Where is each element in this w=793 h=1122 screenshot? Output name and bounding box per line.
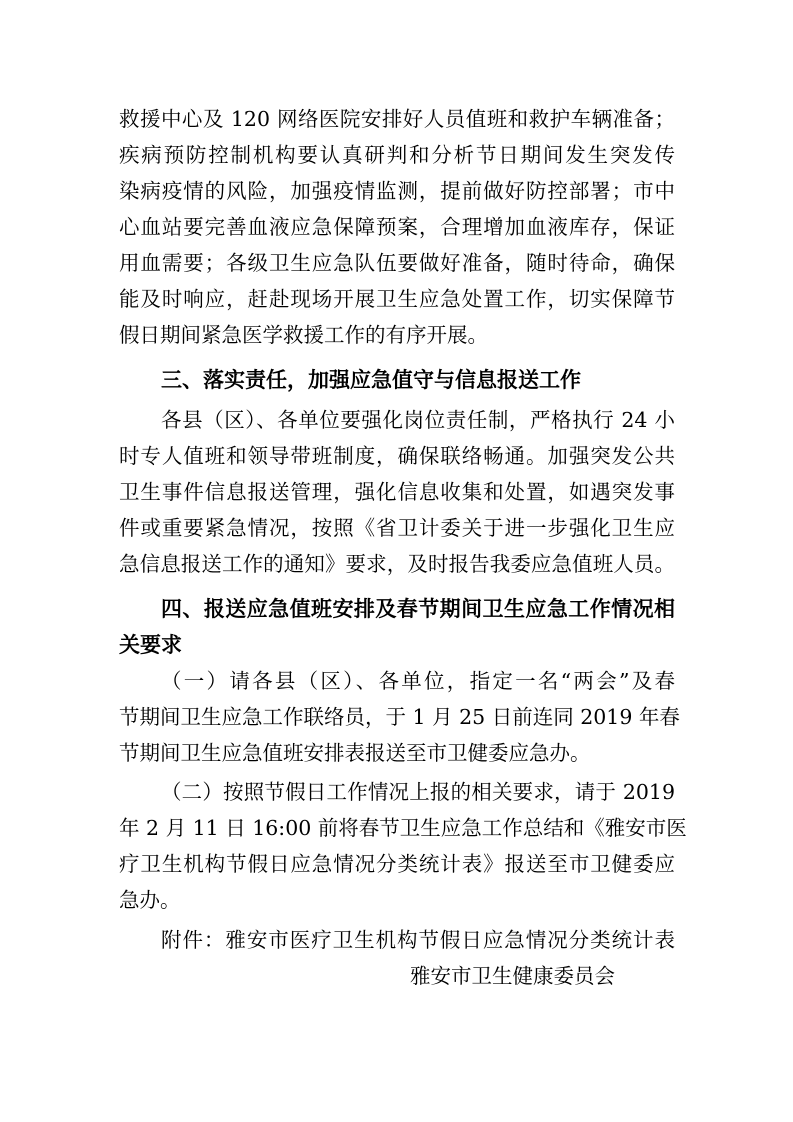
section3-line-1: 各县（区）、各单位要强化岗位责任制，严格执行 24 小 xyxy=(161,408,675,432)
section4-item2-line-4: 急办。 xyxy=(119,888,181,912)
para1-line-2: 疾病预防控制机构要认真研判和分析节日期间发生突发传 xyxy=(119,143,675,167)
section4-item2-line-2: 年 2 月 11 日 16:00 前将春节卫生应急工作总结和《雅安市医 xyxy=(119,816,687,840)
para1-line-3: 染病疫情的风险，加强疫情监测，提前做好防控部署；市中 xyxy=(119,179,675,203)
section4-heading-line-2: 关要求 xyxy=(119,633,182,657)
para1-line-1: 救援中心及 120 网络医院安排好人员值班和救护车辆准备； xyxy=(119,107,675,131)
section4-item1-line-3: 节期间卫生应急值班安排表报送至市卫健委应急办。 xyxy=(119,741,591,765)
para1-line-6: 能及时响应，赶赴现场开展卫生应急处置工作，切实保障节 xyxy=(119,287,675,311)
section3-heading: 三、落实责任，加强应急值守与信息报送工作 xyxy=(161,368,581,392)
attachment-line: 附件：雅安市医疗卫生机构节假日应急情况分类统计表 xyxy=(161,928,675,952)
section4-item2-line-3: 疗卫生机构节假日应急情况分类统计表》报送至市卫健委应 xyxy=(119,852,675,876)
section3-line-2: 时专人值班和领导带班制度，确保联络畅通。加强突发公共 xyxy=(119,444,675,468)
section3-line-4: 件或重要紧急情况，按照《省卫计委关于进一步强化卫生应 xyxy=(119,516,675,540)
section4-item1-line-2: 节期间卫生应急工作联络员，于 1 月 25 日前连同 2019 年春 xyxy=(119,705,680,729)
signature-org: 雅安市卫生健康委员会 xyxy=(410,964,615,988)
para1-line-4: 心血站要完善血液应急保障预案，合理增加血液库存，保证 xyxy=(119,215,675,239)
section4-item2-line-1: （二）按照节假日工作情况上报的相关要求，请于 2019 xyxy=(161,780,675,804)
section4-item1-line-1: （一）请各县（区）、各单位，指定一名“两会”及春 xyxy=(161,669,675,693)
section3-line-3: 卫生事件信息报送管理，强化信息收集和处置，如遇突发事 xyxy=(119,480,675,504)
para1-line-5: 用血需要；各级卫生应急队伍要做好准备，随时待命，确保 xyxy=(119,251,675,275)
section4-heading-line-1: 四、报送应急值班安排及春节期间卫生应急工作情况相 xyxy=(161,597,675,621)
para1-line-7: 假日期间紧急医学救援工作的有序开展。 xyxy=(119,323,488,347)
section3-line-5: 急信息报送工作的通知》要求，及时报告我委应急值班人员。 xyxy=(119,552,675,576)
